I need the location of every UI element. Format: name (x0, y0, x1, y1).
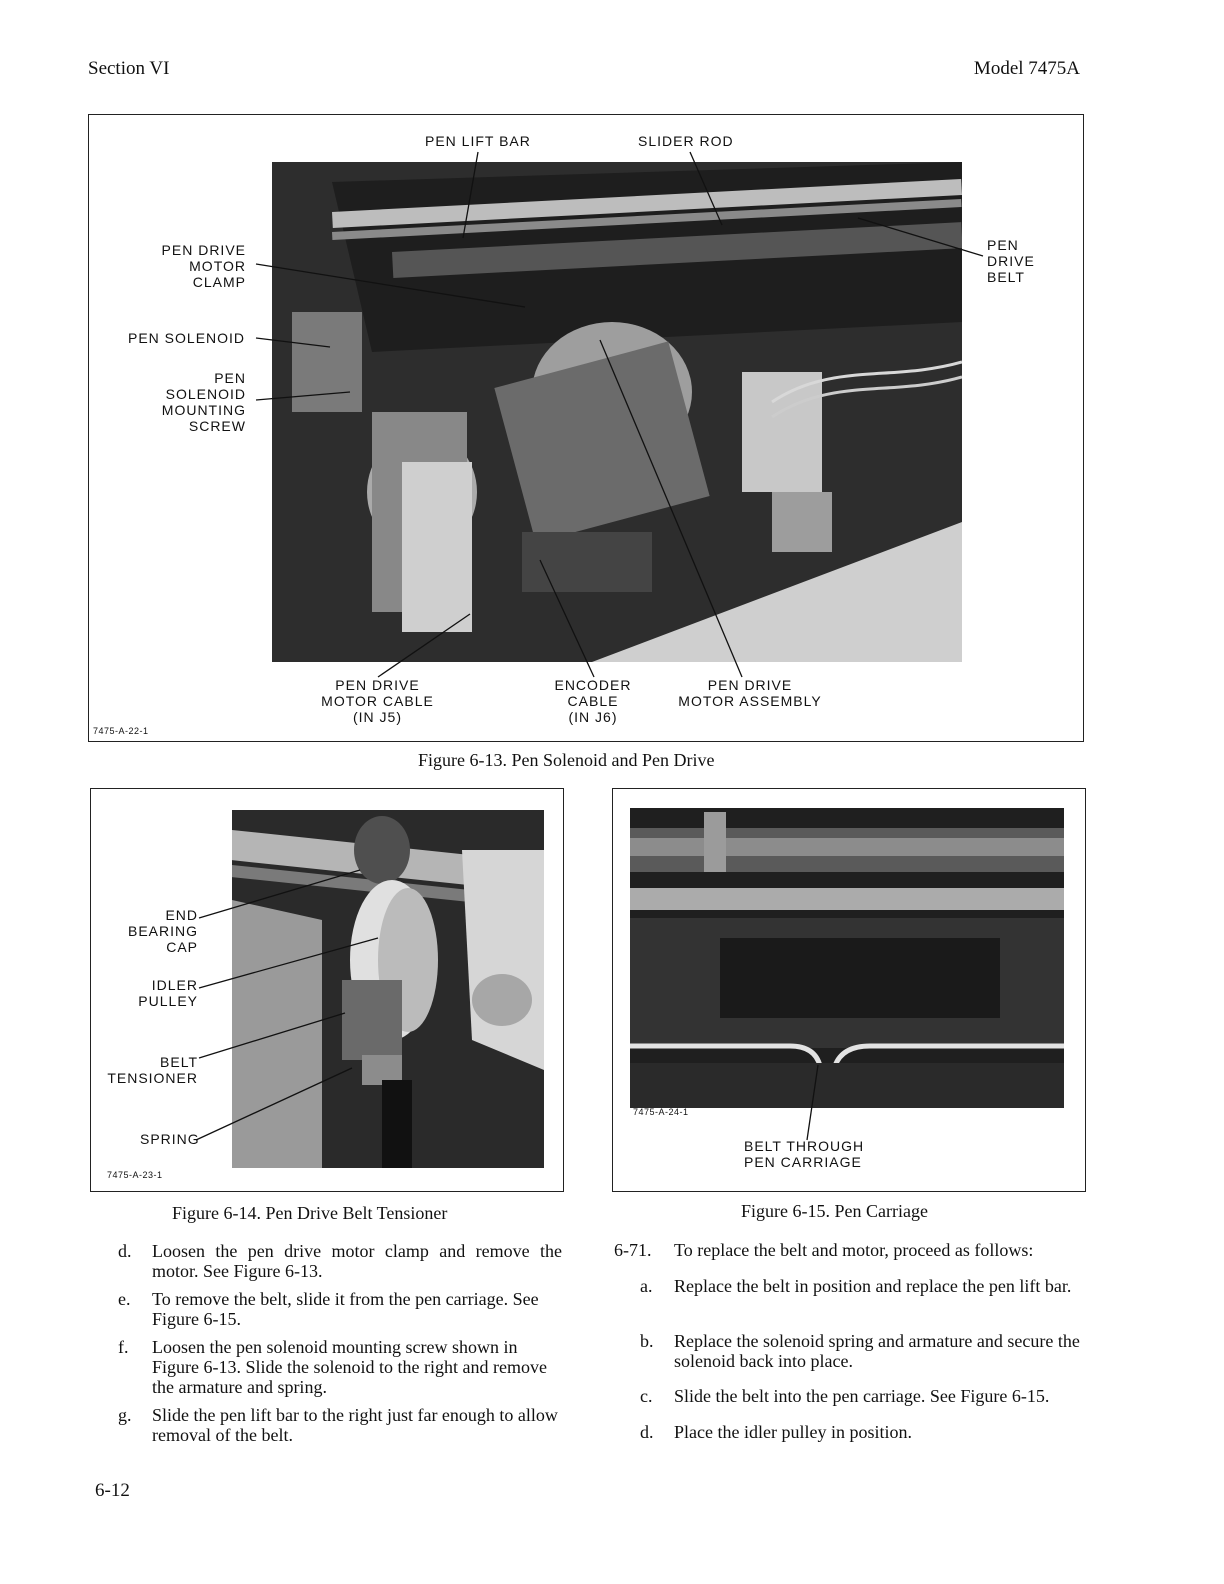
step-d-text: Loosen the pen drive motor clamp and remove the motor. See Figure 6-13. (152, 1241, 562, 1281)
callout-pen-solenoid: PEN SOLENOID (128, 330, 246, 346)
step-d2-text: Place the idler pulley in position. (674, 1422, 912, 1442)
figure-6-14-code: 7475-A-23-1 (107, 1170, 163, 1180)
callout-belt-through-pen-carriage: BELT THROUGH PEN CARRIAGE (744, 1138, 865, 1170)
model-label: Model 7475A (973, 58, 1080, 79)
callout-pen-drive-motor-cable: PEN DRIVE MOTOR CABLE (IN J5) (321, 677, 434, 725)
callout-pen-drive-motor-clamp: PEN DRIVE MOTOR CLAMP (161, 242, 246, 290)
figure-6-15-photo (630, 808, 1064, 1108)
callout-pen-solenoid-mounting-screw: PEN SOLENOID MOUNTING SCREW (161, 370, 246, 434)
callout-belt-tensioner: BELT TENSIONER (107, 1054, 198, 1086)
callout-pen-drive-motor-assembly: PEN DRIVE MOTOR ASSEMBLY (678, 677, 822, 709)
callout-encoder-cable: ENCODER CABLE (IN J6) (554, 677, 632, 725)
figure-6-14-caption: Figure 6-14. Pen Drive Belt Tensioner (172, 1203, 448, 1223)
figure-6-13-code: 7475-A-22-1 (93, 726, 149, 736)
figure-6-13-caption: Figure 6-13. Pen Solenoid and Pen Drive (418, 750, 715, 770)
step-b-text: Replace the solenoid spring and armature and secure the solenoid back into place. (674, 1331, 1080, 1371)
step-b-marker: b. (640, 1331, 654, 1351)
step-e-marker: e. (118, 1289, 131, 1309)
figure-6-13-photo (272, 162, 962, 662)
step-c-marker: c. (640, 1386, 653, 1406)
figure-6-15-caption: Figure 6-15. Pen Carriage (741, 1201, 928, 1221)
section-label: Section VI (88, 58, 170, 79)
step-d-marker: d. (118, 1241, 132, 1261)
callout-pen-drive-belt: PEN DRIVE BELT (987, 237, 1035, 285)
step-g-marker: g. (118, 1405, 132, 1425)
callout-pen-lift-bar: PEN LIFT BAR (425, 133, 531, 149)
paragraph-6-71-text: To replace the belt and motor, proceed as follows: (674, 1240, 1034, 1260)
callout-spring: SPRING (140, 1131, 200, 1147)
step-a-marker: a. (640, 1276, 653, 1296)
callout-end-bearing-cap: END BEARING CAP (127, 907, 198, 955)
step-c-text: Slide the belt into the pen carriage. See Figure 6-15. (674, 1386, 1050, 1406)
callout-idler-pulley: IDLER PULLEY (138, 977, 198, 1009)
figure-6-15-code: 7475-A-24-1 (633, 1107, 689, 1117)
step-g-text: Slide the pen lift bar to the right just far enough to allow removal of the belt. (152, 1405, 558, 1445)
step-f-text: Loosen the pen solenoid mounting screw shown in Figure 6-13. Slide the solenoid to the right and remove the armature and spring. (152, 1337, 547, 1397)
page-number: 6-12 (95, 1480, 130, 1501)
step-f-marker: f. (118, 1337, 129, 1357)
step-a-text: Replace the belt in position and replace the pen lift bar. (674, 1276, 1072, 1296)
figure-6-14-photo (232, 810, 544, 1168)
step-e-text: To remove the belt, slide it from the pen carriage. See Figure 6-15. (152, 1289, 539, 1329)
paragraph-6-71-number: 6-71. (614, 1240, 652, 1260)
callout-slider-rod: SLIDER ROD (638, 133, 734, 149)
step-d2-marker: d. (640, 1422, 654, 1442)
